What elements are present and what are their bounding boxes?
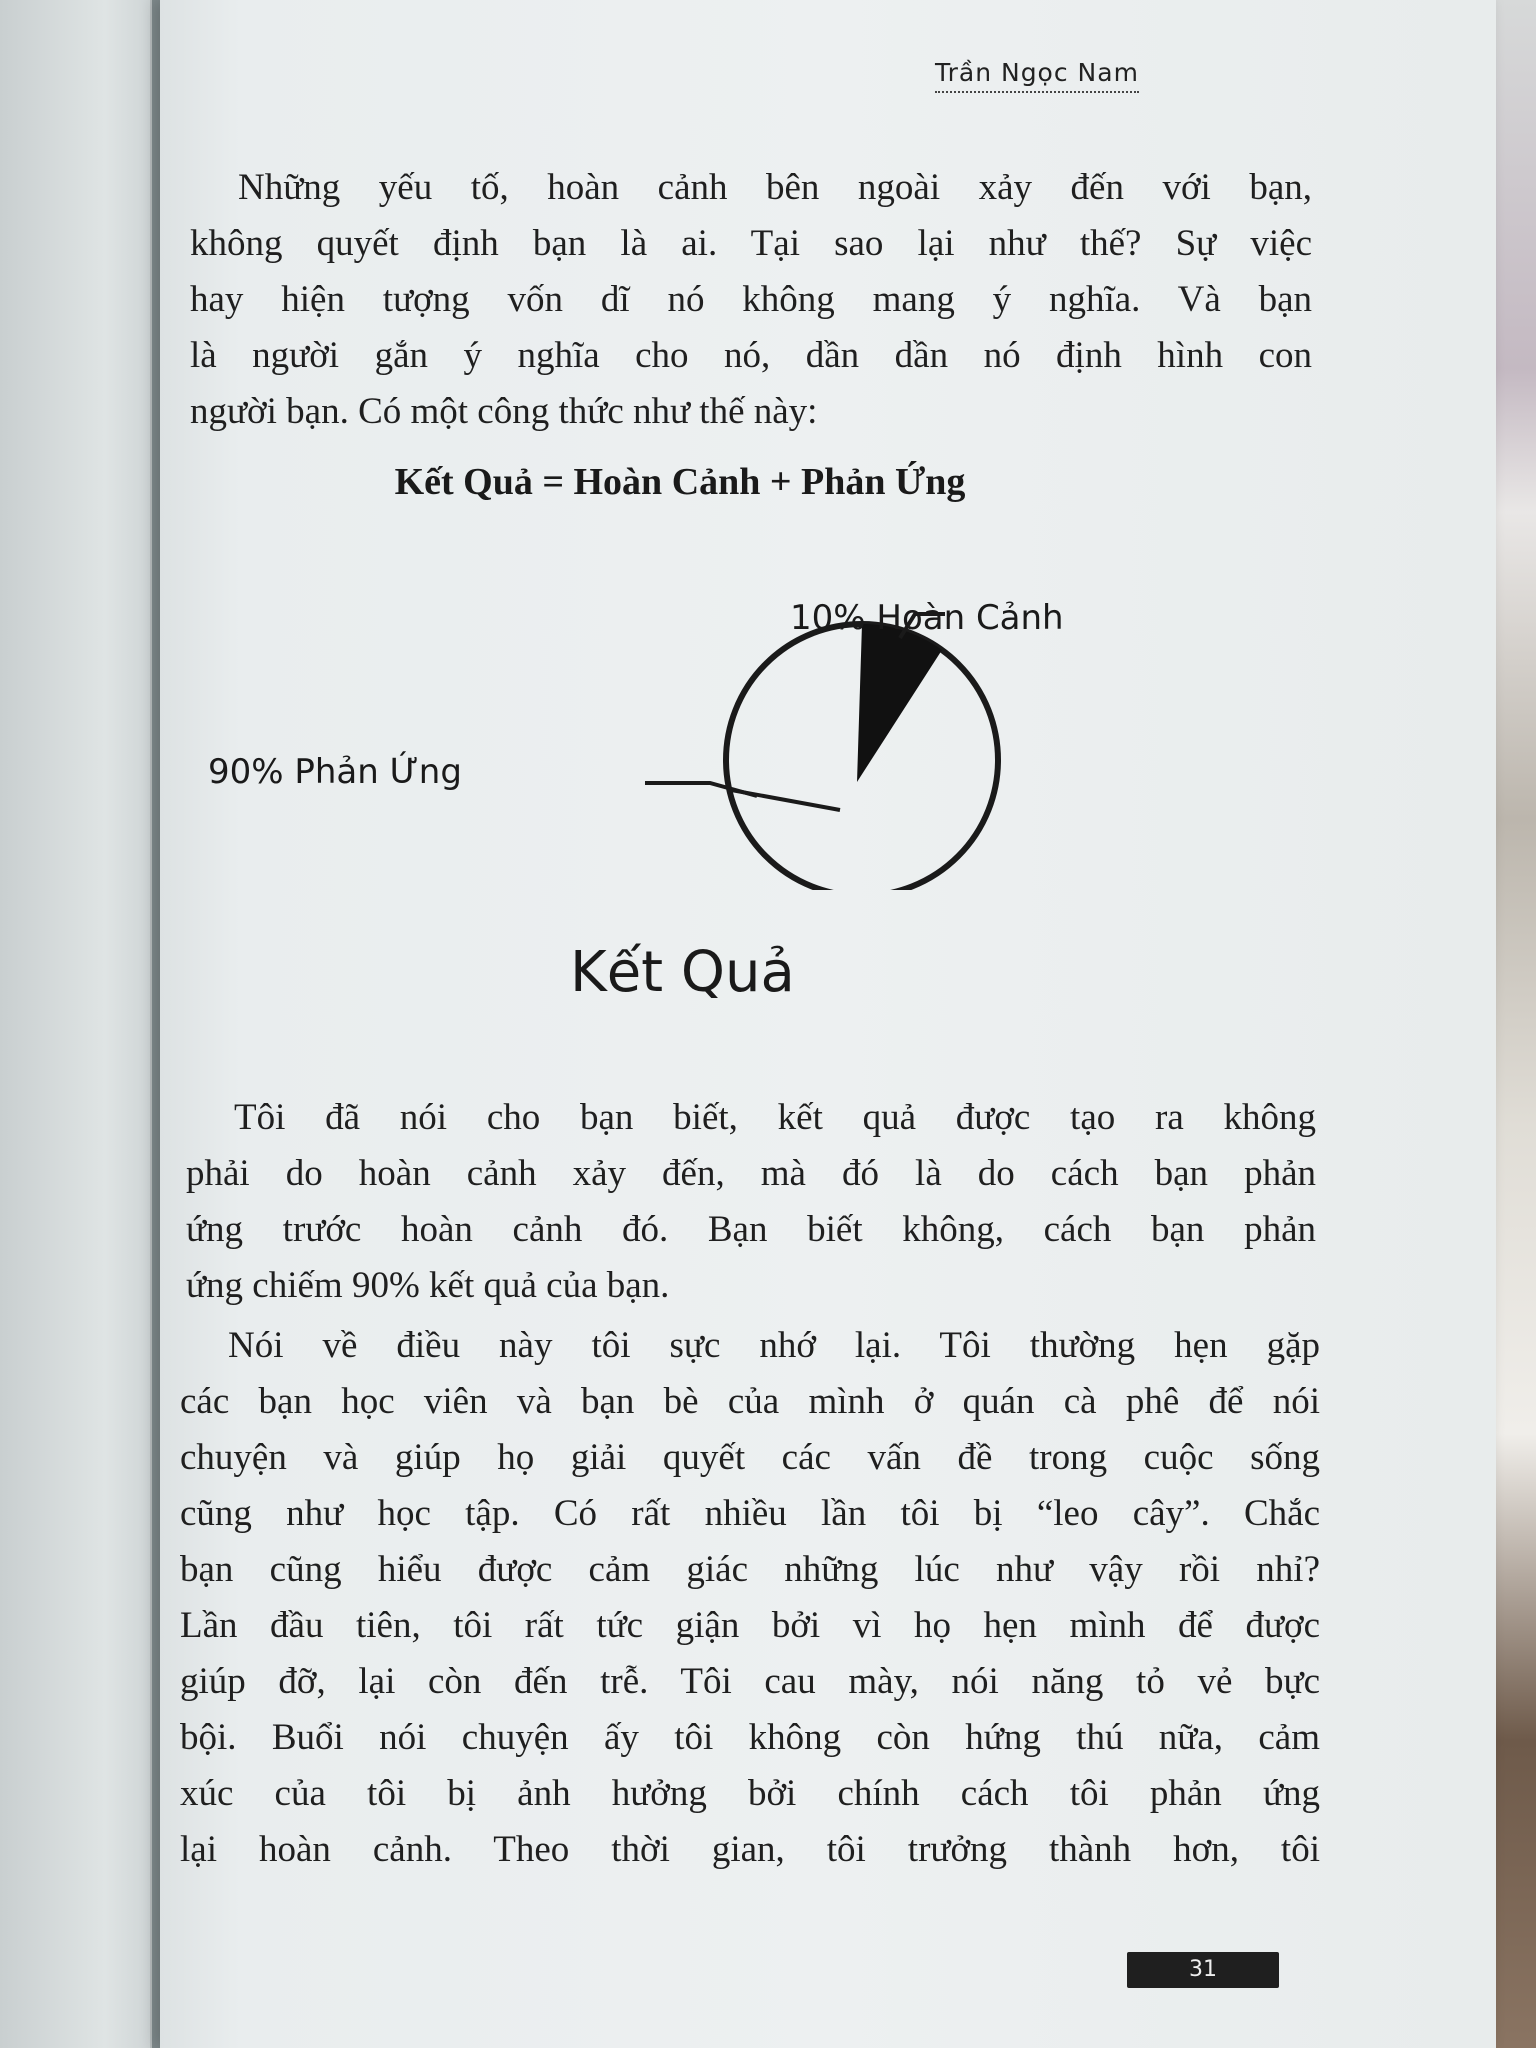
paragraph-line: Lần đầu tiên, tôi rất tức giận bởi vì họ hẹn mình để được: [180, 1605, 1320, 1646]
hoan-canh-wedge: [857, 624, 942, 782]
paragraph-line: cũng như học tập. Có rất nhiều lần tôi bị “leo cây”. Chắc: [180, 1493, 1320, 1534]
paragraph-line: người bạn. Có một công thức như thế này:: [190, 391, 818, 432]
paragraph-line: chuyện và giúp họ giải quyết các vấn đề trong cuộc sống: [180, 1437, 1320, 1478]
facing-page-edge: [0, 0, 152, 2048]
section-title: Kết Quả: [570, 940, 795, 1005]
paragraph-line: lại hoàn cảnh. Theo thời gian, tôi trưởng thành hơn, tôi: [180, 1829, 1320, 1870]
paragraph-line: ứng trước hoàn cảnh đó. Bạn biết không, cách bạn phản: [186, 1209, 1316, 1250]
paragraph-line: các bạn học viên và bạn bè của mình ở quán cà phê để nói: [180, 1381, 1320, 1422]
paragraph-line: là người gắn ý nghĩa cho nó, dần dần nó định hình con: [190, 335, 1312, 376]
phan-ung-label: 90% Phản Ứng: [208, 752, 462, 792]
paragraph-line: Nói về điều này tôi sực nhớ lại. Tôi thường hẹn gặp: [228, 1325, 1320, 1366]
paragraph-1: [190, 160, 1312, 440]
paragraph-line: xúc của tôi bị ảnh hưởng bởi chính cách tôi phản ứng: [180, 1773, 1320, 1814]
paragraph-line: hay hiện tượng vốn dĩ nó không mang ý nghĩa. Và bạn: [190, 279, 1312, 320]
paragraph-line: bạn cũng hiểu được cảm giác những lúc như vậy rồi nhỉ?: [180, 1549, 1320, 1590]
hoan-canh-label: 10% Hoàn Cảnh: [790, 598, 1064, 638]
background-books: [1491, 0, 1536, 2048]
paragraph-line: giúp đỡ, lại còn đến trễ. Tôi cau mày, nói năng tỏ vẻ bực: [180, 1661, 1320, 1702]
running-head: Trần Ngọc Nam: [935, 58, 1139, 93]
paragraph-line: Những yếu tố, hoàn cảnh bên ngoài xảy đến với bạn,: [238, 167, 1312, 208]
page-number: 31: [1127, 1952, 1279, 1988]
paragraph-2: [186, 1090, 1316, 1314]
paragraph-line: ứng chiếm 90% kết quả của bạn.: [186, 1265, 670, 1306]
paragraph-line: phải do hoàn cảnh xảy đến, mà đó là do cách bạn phản: [186, 1153, 1316, 1194]
phan-ung-leader-line: [645, 783, 757, 796]
paragraph-line: không quyết định bạn là ai. Tại sao lại như thế? Sự việc: [190, 223, 1312, 264]
paragraph-3: [180, 1318, 1320, 1878]
paragraph-line: bội. Buổi nói chuyện ấy tôi không còn hứng thú nữa, cảm: [180, 1717, 1320, 1758]
paragraph-line: Tôi đã nói cho bạn biết, kết quả được tạo ra không: [234, 1097, 1316, 1138]
formula: Kết Quả = Hoàn Cảnh + Phản Ứng: [394, 461, 966, 503]
